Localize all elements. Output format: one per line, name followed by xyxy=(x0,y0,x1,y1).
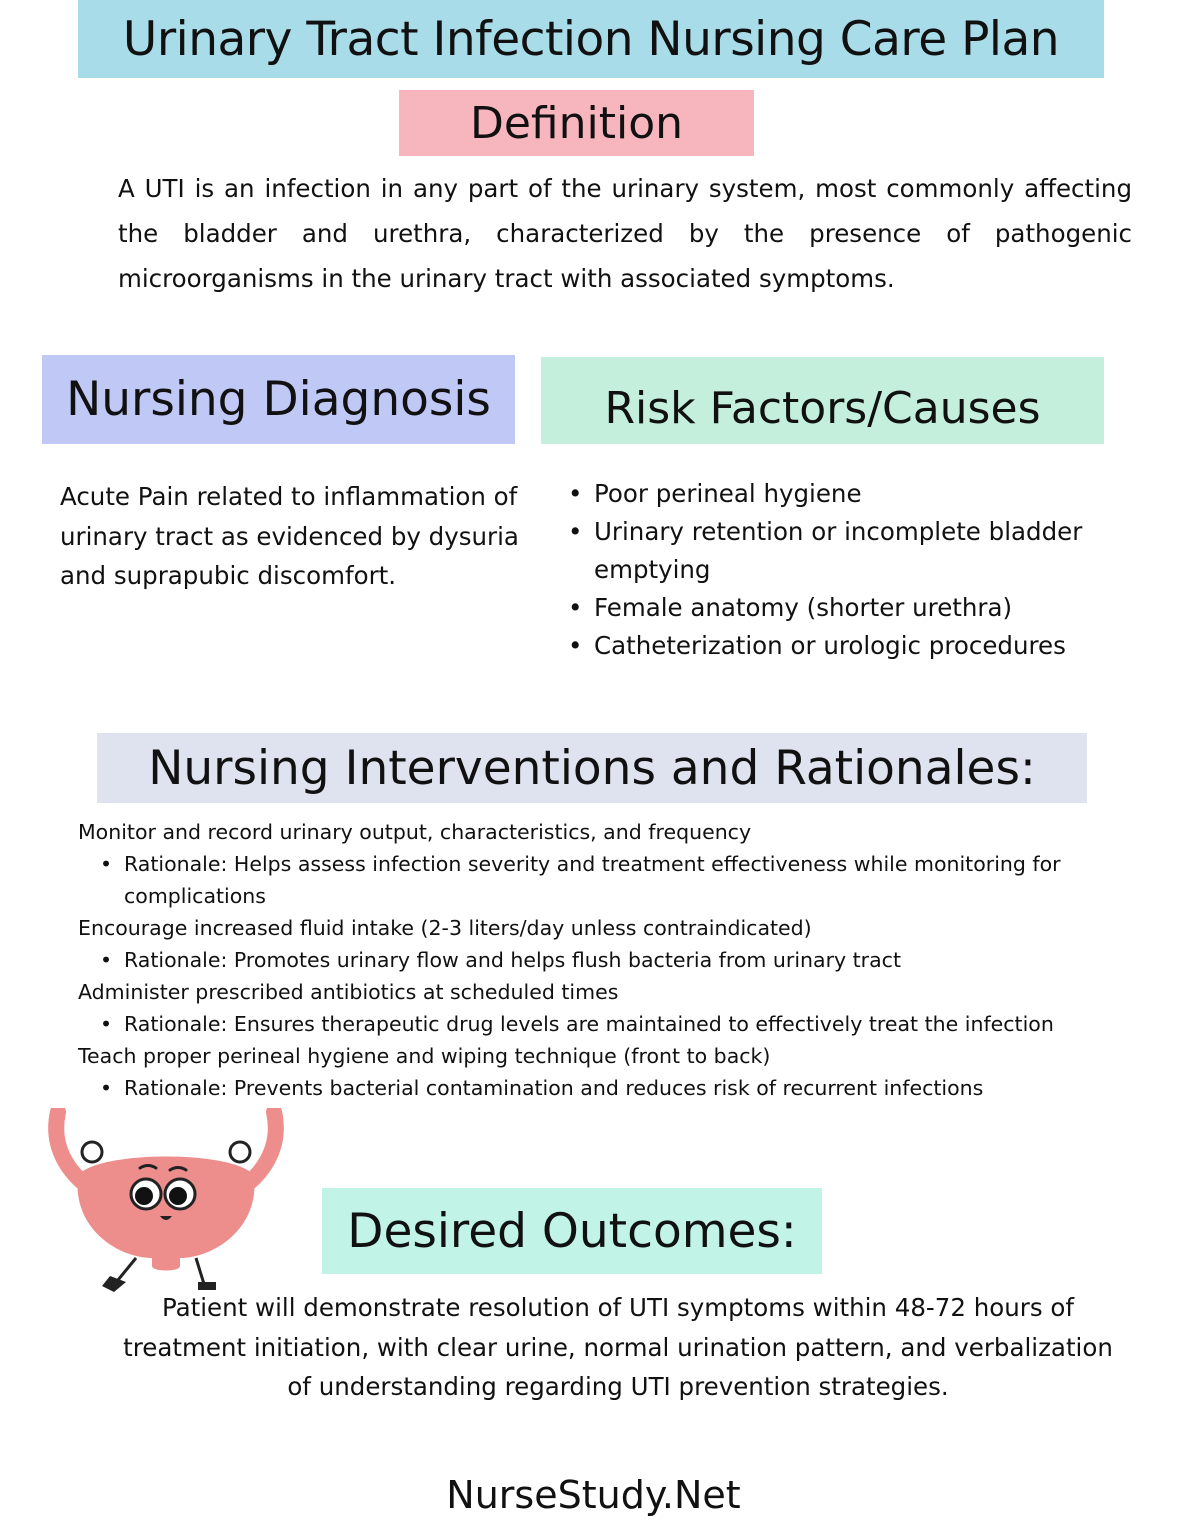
rationale-item: • Rationale: Prevents bacterial contamination and reduces risk of recurrent infections xyxy=(78,1072,1118,1104)
footer-brand: NurseStudy.Net xyxy=(446,1473,741,1517)
list-item: • Urinary retention or incomplete bladder emptying xyxy=(568,513,1098,589)
nursing-diagnosis-text: Acute Pain related to inflammation of urinary tract as evidenced by dysuria and suprapubic discomfort. xyxy=(60,482,519,590)
page-title: Urinary Tract Infection Nursing Care Plan xyxy=(122,11,1060,67)
desired-outcomes-heading: Desired Outcomes: xyxy=(347,1203,797,1259)
risk-factors-list xyxy=(568,475,1098,665)
interventions-heading: Nursing Interventions and Rationales: xyxy=(148,740,1036,796)
interventions-banner xyxy=(97,733,1087,803)
intervention-item: Administer prescribed antibiotics at scheduled times xyxy=(78,980,619,1004)
nursing-diagnosis-heading: Nursing Diagnosis xyxy=(66,372,491,427)
list-item: • Female anatomy (shorter urethra) xyxy=(568,589,1098,627)
definition-heading: Definition xyxy=(469,97,684,149)
risk-factors-heading: Risk Factors/Causes xyxy=(604,383,1041,434)
definition-text: A UTI is an infection in any part of the urinary system, most commonly affecting the bladder and urethra, characterized by the presence of pathogenic microorganisms in the urinary tract with associated symptoms. xyxy=(118,174,1132,293)
definition-banner xyxy=(399,90,754,156)
list-item: • Poor perineal hygiene xyxy=(568,475,1098,513)
nursing-diagnosis-banner xyxy=(42,355,515,444)
risk-factors-banner xyxy=(541,357,1104,444)
intervention-item: Encourage increased fluid intake (2-3 liters/day unless contraindicated) xyxy=(78,916,812,940)
interventions-list xyxy=(78,816,1118,1104)
rationale-item: • Rationale: Promotes urinary flow and helps flush bacteria from urinary tract xyxy=(78,944,1118,976)
rationale-item: • Rationale: Ensures therapeutic drug levels are maintained to effectively treat the infection xyxy=(78,1008,1118,1040)
intervention-item: Teach proper perineal hygiene and wiping technique (front to back) xyxy=(78,1044,771,1068)
desired-outcomes-text: Patient will demonstrate resolution of UTI symptoms within 48-72 hours of treatment initiation, with clear urine, normal urination pattern, and verbalization of understanding regarding UTI prevention strategies. xyxy=(123,1293,1113,1401)
list-item: • Catheterization or urologic procedures xyxy=(568,627,1098,665)
bladder-mascot-icon xyxy=(48,1108,284,1292)
intervention-item: Monitor and record urinary output, characteristics, and frequency xyxy=(78,820,752,844)
desired-outcomes-banner xyxy=(322,1188,822,1274)
rationale-item: • Rationale: Helps assess infection severity and treatment effectiveness while monitoring for complications xyxy=(78,848,1118,912)
title-banner xyxy=(78,0,1104,78)
